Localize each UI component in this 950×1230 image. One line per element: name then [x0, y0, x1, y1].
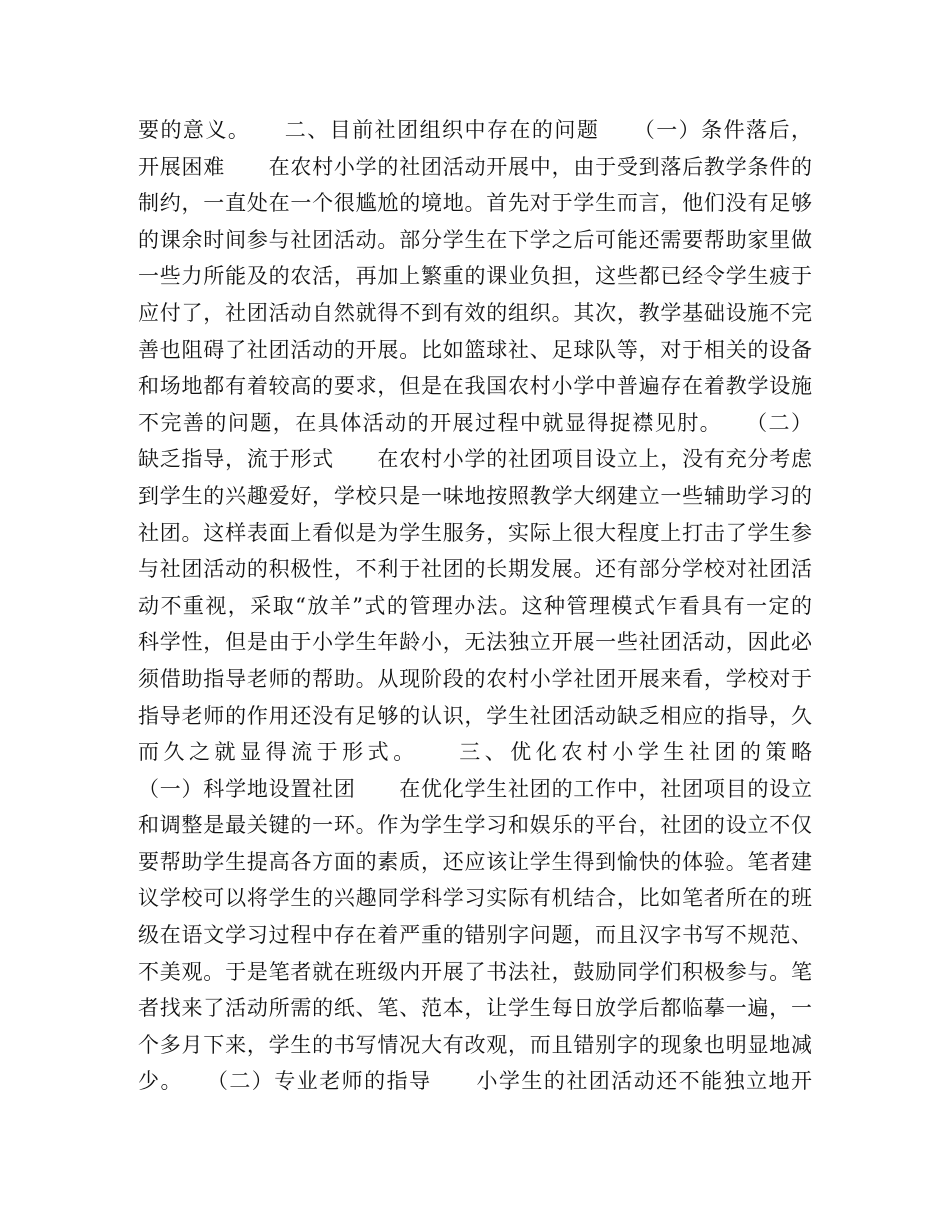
text-line: 指导老师的作用还没有足够的认识，学生社团活动缺乏相应的指导，久	[138, 703, 812, 728]
text-line: 不完善的问题，在具体活动的开展过程中就显得捉襟见肘。 （二）	[138, 410, 812, 435]
text-line: 与社团活动的积极性，不利于社团的长期发展。还有部分学校对社团活	[138, 557, 812, 582]
text-line: 开展困难 在农村小学的社团活动开展中，由于受到落后教学条件的	[138, 154, 812, 179]
text-line: 缺乏指导，流于形式 在农村小学的社团项目设立上，没有充分考虑	[138, 447, 812, 472]
text-line: 制约，一直处在一个很尴尬的境地。首先对于学生而言，他们没有足够	[138, 191, 812, 216]
text-line: 和调整是最关键的一环。作为学生学习和娱乐的平台，社团的设立不仅	[138, 813, 812, 838]
text-line: 要帮助学生提高各方面的素质，还应该让学生得到愉快的体验。笔者建	[138, 849, 812, 874]
text-line: 科学性，但是由于小学生年龄小，无法独立开展一些社团活动，因此必	[138, 630, 812, 655]
text-line: （一）科学地设置社团 在优化学生社团的工作中，社团项目的设立	[138, 776, 812, 801]
text-line: 要的意义。 二、目前社团组织中存在的问题 （一）条件落后，	[138, 118, 812, 142]
body-text	[138, 112, 812, 1100]
text-line: 动不重视，采取“放羊”式的管理办法。这种管理模式乍看具有一定的	[138, 593, 812, 618]
text-line: 的课余时间参与社团活动。部分学生在下学之后可能还需要帮助家里做	[138, 227, 812, 252]
text-line: 级在语文学习过程中存在着严重的错别字问题，而且汉字书写不规范、	[138, 923, 812, 948]
text-line: 者找来了活动所需的纸、笔、范本，让学生每日放学后都临摹一遍，一	[138, 996, 812, 1021]
text-line: 而久之就显得流于形式。 三、优化农村小学生社团的策略	[138, 740, 812, 765]
text-line: 个多月下来，学生的书写情况大有改观，而且错别字的现象也明显地减	[138, 1032, 812, 1057]
text-line: 须借助指导老师的帮助。从现阶段的农村小学社团开展来看，学校对于	[138, 666, 812, 691]
text-line: 一些力所能及的农活，再加上繁重的课业负担，这些都已经令学生疲于	[138, 264, 812, 289]
text-line: 社团。这样表面上看似是为学生服务，实际上很大程度上打击了学生参	[138, 520, 812, 545]
text-line: 和场地都有着较高的要求，但是在我国农村小学中普遍存在着教学设施	[138, 374, 812, 399]
text-line: 善也阻碍了社团活动的开展。比如篮球社、足球队等，对于相关的设备	[138, 337, 812, 362]
text-line: 议学校可以将学生的兴趣同学科学习实际有机结合，比如笔者所在的班	[138, 886, 812, 911]
text-line: 应付了，社团活动自然就得不到有效的组织。其次，教学基础设施不完	[138, 300, 812, 325]
text-line: 到学生的兴趣爱好，学校只是一味地按照教学大纲建立一些辅助学习的	[138, 483, 812, 508]
text-line: 不美观。于是笔者就在班级内开展了书法社，鼓励同学们积极参与。笔	[138, 959, 812, 984]
text-line: 少。 （二）专业老师的指导 小学生的社团活动还不能独立地开	[138, 1069, 812, 1094]
